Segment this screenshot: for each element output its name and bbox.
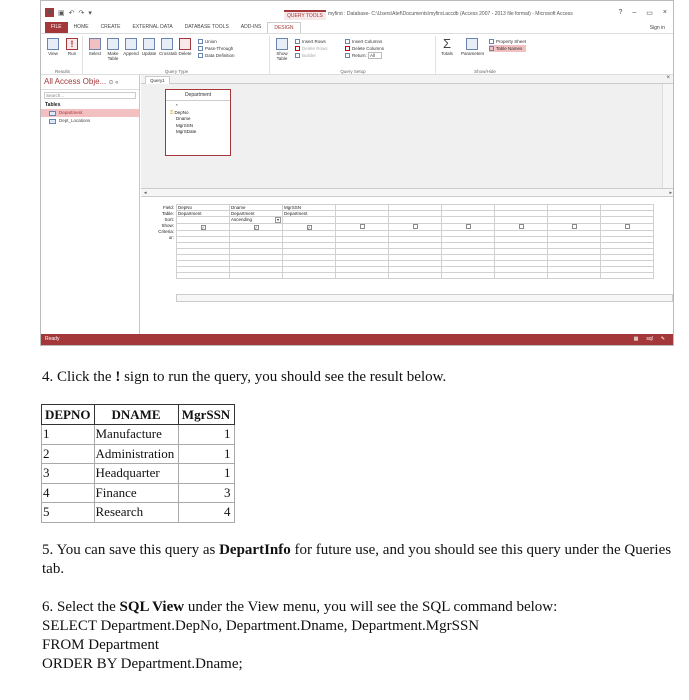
- show-checkbox[interactable]: [413, 224, 418, 229]
- delete-columns-icon: [345, 46, 350, 51]
- table-names-icon: [489, 46, 494, 51]
- grid-cell-table[interactable]: Department: [230, 211, 283, 217]
- sign-in-link[interactable]: Sign in: [649, 24, 665, 31]
- step-4-paragraph: 4. Click the ! sign to run the query, you should see the result below.: [42, 369, 447, 385]
- show-table-button[interactable]: Show Table: [273, 38, 291, 61]
- ribbon-tabs: [41, 22, 673, 33]
- show-checkbox[interactable]: [360, 224, 365, 229]
- return-icon: [345, 53, 350, 58]
- cell-mgrssn: 1: [178, 444, 234, 464]
- show-hide-group: [437, 36, 533, 74]
- grid-cell-sort[interactable]: [389, 217, 442, 224]
- cell-depno: 2: [42, 444, 95, 464]
- results-header-row: [42, 405, 235, 425]
- tab-file[interactable]: FILE: [45, 22, 68, 33]
- grid-row-sort: [177, 217, 654, 224]
- label-field: Field:: [162, 205, 174, 210]
- step-6-instruction: 6. Select the SQL View under the View menu, you will see the SQL command below:: [42, 599, 558, 615]
- delete-query-icon: [179, 38, 191, 50]
- redo-icon[interactable]: ↷: [78, 9, 85, 17]
- delete-rows-button[interactable]: Delete Rows: [295, 45, 328, 52]
- return-select[interactable]: All: [368, 52, 382, 59]
- pass-through-button[interactable]: Pass-Through: [198, 45, 235, 52]
- step-5-paragraph: 5. You can save this query as DepartInfo for future use, and you should see this query under the Queries tab.: [42, 542, 672, 577]
- grid-cell-show[interactable]: [442, 224, 495, 231]
- grid-cell-show[interactable]: [389, 224, 442, 231]
- pass-through-icon: [198, 46, 203, 51]
- cell-dname: Headquarter: [94, 464, 178, 484]
- show-table-icon: [276, 38, 288, 50]
- update-icon: [143, 38, 155, 50]
- insert-rows-button[interactable]: Insert Rows: [295, 38, 328, 45]
- table-box-title: Department: [166, 90, 230, 101]
- grid-cell-blank[interactable]: [601, 273, 654, 279]
- grid-cell-show[interactable]: [336, 224, 389, 231]
- sql-view-term: SQL View: [119, 599, 185, 615]
- property-sheet-button[interactable]: Property Sheet: [489, 38, 526, 45]
- view-switcher: [634, 334, 665, 345]
- sql-line-from: FROM Department: [42, 637, 160, 653]
- run-icon: !: [66, 38, 78, 50]
- primary-key-icon: ⚿: [170, 109, 174, 115]
- grid-row-blank: [177, 273, 654, 279]
- label-criteria: Criteria:: [158, 229, 174, 234]
- data-definition-icon: [198, 53, 203, 58]
- crosstab-icon: [161, 38, 173, 50]
- show-checkbox[interactable]: [466, 224, 471, 229]
- insert-columns-icon: [345, 39, 350, 44]
- grid-cell-blank[interactable]: [495, 273, 548, 279]
- status-bar: [41, 334, 673, 346]
- query-design-grid: [176, 204, 654, 279]
- grid-row-labels: [141, 205, 174, 241]
- query-design-pane: [141, 84, 664, 188]
- minimize-button[interactable]: –: [632, 9, 637, 16]
- cell-depno: 3: [42, 464, 95, 484]
- grid-cell-sort[interactable]: [495, 217, 548, 224]
- header-dname: DNAME: [94, 405, 178, 425]
- table-row: [42, 425, 235, 445]
- datasheet-view-icon[interactable]: ▦: [633, 336, 639, 342]
- status-text: Ready: [45, 336, 60, 342]
- sort-dropdown-icon[interactable]: ▾: [276, 217, 279, 222]
- sql-line-select: SELECT Department.DepNo, Department.Dname, Department.MgrSSN: [42, 618, 480, 634]
- union-icon: [198, 39, 203, 44]
- delete-rows-icon: [295, 46, 300, 51]
- show-checkbox[interactable]: [572, 224, 577, 229]
- show-checkbox[interactable]: [307, 225, 312, 230]
- grid-cell-blank[interactable]: [442, 273, 495, 279]
- select-query-button[interactable]: Select: [87, 38, 103, 56]
- design-horizontal-scrollbar[interactable]: [141, 188, 674, 197]
- restore-button[interactable]: ▭: [646, 10, 653, 17]
- header-depno: DEPNO: [42, 405, 95, 425]
- grid-cell-show[interactable]: [230, 224, 283, 231]
- grid-cell-sort[interactable]: [177, 217, 230, 224]
- window-title: myfirst : Database- C:\Users\Atef\Documents\myfirst.accdb (Access 2007 - 2013 file format) - Microsoft Access: [328, 11, 573, 17]
- close-document-icon[interactable]: ×: [666, 75, 670, 81]
- view-button[interactable]: View: [45, 38, 61, 56]
- rows-buttons: [295, 38, 328, 59]
- header-mgrssn: MgrSSN: [178, 405, 234, 425]
- tab-create[interactable]: CREATE: [100, 24, 121, 30]
- document-tab-bar: [141, 75, 674, 84]
- grid-cell-blank[interactable]: [548, 273, 601, 279]
- insert-rows-icon: [295, 39, 300, 44]
- close-button[interactable]: ×: [662, 9, 667, 16]
- navigation-pane: [41, 75, 140, 334]
- tab-external-data[interactable]: EXTERNAL DATA: [132, 24, 173, 30]
- grid-horizontal-scrollbar[interactable]: [176, 294, 673, 302]
- show-checkbox[interactable]: [625, 224, 630, 229]
- grid-cell-field[interactable]: DepNo: [177, 205, 230, 211]
- customize-qat-icon[interactable]: ▾: [88, 9, 92, 17]
- title-bar: [41, 1, 673, 22]
- make-table-icon: [107, 38, 119, 50]
- nav-pane-header[interactable]: All Access Obje... ⊙ «: [41, 75, 139, 90]
- nav-item-department[interactable]: Department: [41, 109, 139, 117]
- tab-database-tools[interactable]: DATABASE TOOLS: [184, 24, 229, 30]
- grid-cell-sort[interactable]: [548, 217, 601, 224]
- crosstab-button[interactable]: Crosstab: [159, 38, 175, 56]
- datasheet-icon: [47, 38, 59, 50]
- query-tools-context-label: QUERY TOOLS: [284, 10, 326, 20]
- query-setup-group-label: Query Setup: [340, 69, 366, 74]
- cell-mgrssn: 3: [178, 483, 234, 503]
- grid-cell-sort[interactable]: [601, 217, 654, 224]
- builder-icon: [295, 53, 300, 58]
- sigma-icon: Σ: [442, 36, 452, 51]
- totals-button[interactable]: Σ Totals: [441, 36, 453, 56]
- show-checkbox[interactable]: [519, 224, 524, 229]
- nav-menu-chevron-icon[interactable]: ⊙ «: [108, 80, 119, 86]
- table-row: [42, 483, 235, 503]
- grid-cell-blank[interactable]: [389, 273, 442, 279]
- save-icon[interactable]: ▣: [58, 9, 65, 17]
- label-show: Show:: [161, 223, 174, 228]
- grid-cell-show[interactable]: [548, 224, 601, 231]
- label-sort: Sort:: [164, 217, 174, 222]
- table-row: [42, 444, 235, 464]
- insert-columns-button[interactable]: Insert Columns: [345, 38, 384, 45]
- grid-cell-sort[interactable]: [336, 217, 389, 224]
- grid-cell-sort[interactable]: Ascending ▾: [230, 217, 283, 224]
- query-setup-group: [271, 36, 436, 74]
- nav-item-dept-locations[interactable]: Dept_Locations: [41, 117, 139, 125]
- append-button[interactable]: Append: [123, 38, 139, 56]
- query-name: DepartInfo: [219, 542, 291, 558]
- data-definition-button[interactable]: Data Definition: [198, 52, 235, 59]
- cell-dname: Research: [94, 503, 178, 523]
- nav-category-tables[interactable]: Tables: [45, 102, 61, 108]
- quick-access-toolbar: [45, 8, 92, 17]
- tab-add-ins[interactable]: ADD-INS: [240, 24, 262, 30]
- show-hide-small-buttons: [489, 38, 526, 52]
- tab-design[interactable]: DESIGN: [267, 22, 300, 33]
- property-sheet-icon: [489, 39, 494, 44]
- field-dname[interactable]: Dname: [176, 116, 191, 121]
- field-depno[interactable]: ⚿DepNo: [170, 109, 189, 115]
- grid-cell-sort[interactable]: [283, 217, 336, 224]
- design-vertical-scrollbar[interactable]: [662, 84, 673, 188]
- query-type-small-buttons: [198, 38, 235, 59]
- grid-cell-blank[interactable]: [283, 273, 336, 279]
- sql-line-order-by: ORDER BY Department.Dname;: [42, 656, 243, 672]
- delete-columns-button[interactable]: Delete Columns: [345, 45, 384, 52]
- cell-mgrssn: 4: [178, 503, 234, 523]
- grid-cell-blank[interactable]: [230, 273, 283, 279]
- union-button[interactable]: Union: [198, 38, 235, 45]
- grid-cell-table[interactable]: Department: [283, 211, 336, 217]
- cell-mgrssn: 1: [178, 425, 234, 445]
- label-table: Table:: [161, 211, 174, 216]
- department-table-box[interactable]: [165, 89, 231, 156]
- grid-cell-sort[interactable]: [442, 217, 495, 224]
- table-icon: [49, 119, 56, 124]
- scroll-left-icon[interactable]: ◂: [144, 190, 147, 196]
- grid-cell-show[interactable]: [177, 224, 230, 231]
- parameters-button[interactable]: Parameters: [461, 38, 483, 56]
- grid-cell-blank[interactable]: [336, 273, 389, 279]
- grid-cell-show[interactable]: [495, 224, 548, 231]
- cell-mgrssn: 1: [178, 464, 234, 484]
- tab-home[interactable]: HOME: [73, 24, 89, 30]
- run-symbol: !: [115, 369, 121, 385]
- grid-cell-field[interactable]: MgrSSN: [283, 205, 336, 211]
- builder-button[interactable]: Builder: [295, 52, 328, 59]
- append-icon: [125, 38, 137, 50]
- undo-icon[interactable]: ↶: [68, 9, 75, 17]
- select-query-icon: [89, 38, 101, 50]
- cell-dname: Finance: [94, 483, 178, 503]
- design-view-icon[interactable]: ✎: [660, 336, 665, 342]
- scroll-right-icon[interactable]: ▸: [669, 190, 672, 196]
- query-type-group: [84, 36, 270, 74]
- nav-search-input[interactable]: Search...: [44, 92, 136, 99]
- query-results-table: [41, 404, 235, 523]
- grid-cell-show[interactable]: [601, 224, 654, 231]
- table-names-button[interactable]: Table Names: [489, 45, 526, 52]
- update-button[interactable]: Update: [141, 38, 157, 56]
- grid-cell-show[interactable]: [283, 224, 336, 231]
- results-group: [43, 36, 83, 74]
- make-table-button[interactable]: Make Table: [105, 38, 121, 61]
- cell-depno: 5: [42, 503, 95, 523]
- access-window: [40, 0, 674, 346]
- query-type-group-label: Query Type: [164, 69, 189, 74]
- tab-query1[interactable]: Query1: [145, 76, 170, 84]
- query-grid-pane: [141, 199, 674, 333]
- delete-query-button[interactable]: Delete: [177, 38, 193, 56]
- window-controls: [618, 9, 667, 17]
- help-button[interactable]: ?: [618, 9, 623, 16]
- table-box-fields: [166, 101, 230, 138]
- cell-depno: 1: [42, 425, 95, 445]
- grid-cell-blank[interactable]: [177, 273, 230, 279]
- cell-dname: Administration: [94, 444, 178, 464]
- cell-dname: Manufacture: [94, 425, 178, 445]
- table-row: [42, 464, 235, 484]
- show-checkbox[interactable]: [254, 225, 259, 230]
- step-6-paragraph: [42, 598, 672, 674]
- grid-cell-field[interactable]: Dname: [230, 205, 283, 211]
- field-all[interactable]: *: [176, 103, 178, 108]
- cell-depno: 4: [42, 483, 95, 503]
- table-icon: [49, 111, 56, 116]
- field-mgrssn[interactable]: MgrSSN: [176, 122, 194, 128]
- grid-row-show: [177, 224, 654, 231]
- access-app-icon: A: [46, 9, 53, 16]
- columns-buttons: [345, 38, 384, 59]
- field-mgrsdate[interactable]: MgrSDate: [176, 129, 197, 134]
- run-button[interactable]: ! Run: [67, 39, 77, 56]
- grid-cell-table[interactable]: Department: [177, 211, 230, 217]
- show-hide-group-label: Show/Hide: [474, 69, 496, 74]
- results-group-label: Results: [54, 69, 70, 74]
- show-checkbox[interactable]: [201, 225, 206, 230]
- ribbon: [41, 33, 673, 75]
- parameters-icon: [466, 38, 478, 50]
- table-row: [42, 503, 235, 523]
- sql-view-icon[interactable]: sql: [646, 336, 653, 342]
- label-or: or:: [168, 235, 174, 240]
- return-control: Return: All: [345, 52, 384, 59]
